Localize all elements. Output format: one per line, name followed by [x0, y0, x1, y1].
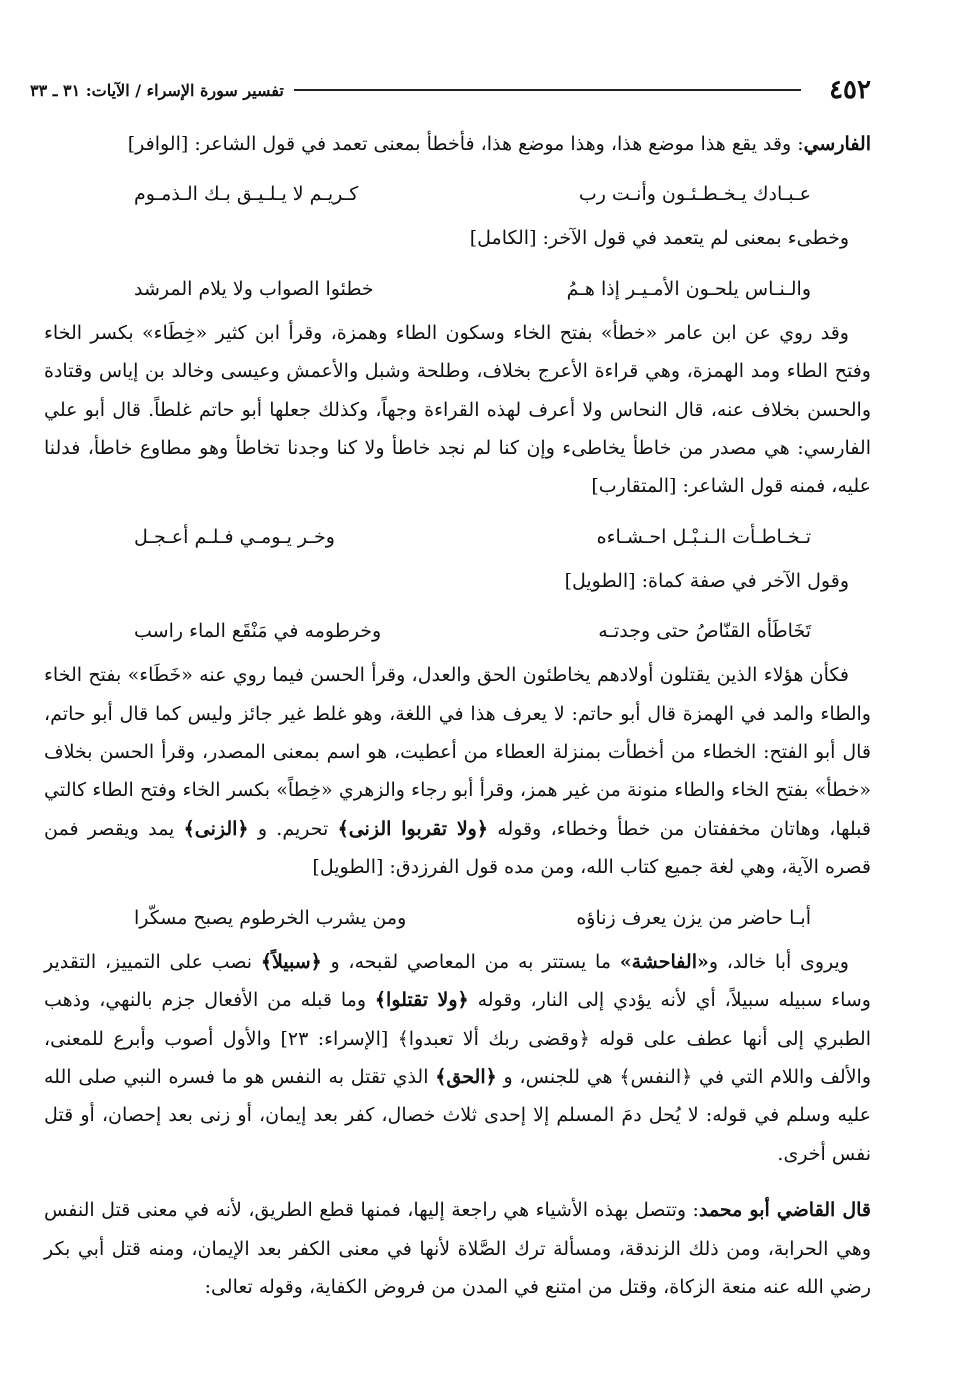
- text-run: : وقد يقع هذا موضع هذا، وهذا موضع هذا، فأخطأ بمعنى تعمد في قول الشاعر: [الوافر]: [127, 133, 804, 155]
- verse-first-hemistich: أبـا حاضر من يزن يعرف زناؤه: [576, 906, 811, 929]
- paragraph: [44, 943, 871, 1173]
- paragraph: [44, 656, 871, 886]
- verse-first-hemistich: عـبـادك يـخـطـئـون وأنـت رب: [578, 183, 811, 206]
- page-number: ٤٥٢: [829, 75, 871, 105]
- verse-second-hemistich: وخـر يـومـي فـلـم أعـجـل: [134, 525, 335, 548]
- text-run: وقد روي عن ابن عامر «خطأ» بفتح الخاء وسكون الطاء وهمزة، وقرأ ابن كثير «خِطَاء» بكسر الخاء وفتح الطاء ومد الهمزة، وهي قراءة الأعرج بخلاف، وطلحة وشبل والأعمش وعيسى وخالد بن إياس وقتادة والحسن بخلاف عنه، قال النحاس ولا أعرف لهذه القراءة وجهاً، وكذلك جعلها أبو حاتم غلطاً. قال أبو علي الفارسي: هي مصدر من خاطأ يخاطىء وإن كنا لم نجد خاطأ ولا كنا وجدنا تخاطأ وهو مطاوع خاطأ، فدلنا عليه، فمنه قول الشاعر: [المتقارب]: [44, 321, 871, 498]
- verse-first-hemistich: والـنـاس يلحـون الأمـيـر إذا هـمُ: [566, 277, 811, 300]
- text-run: نصب على التمييز، التقدير وساء سبيله سبيلاً، أي لأنه يؤدي إلى النار، وقوله: [44, 950, 871, 1012]
- bold-term: الفارسي: [803, 133, 871, 155]
- verse: [44, 606, 871, 656]
- bold-term: ﴿ولا تقتلوا﴾: [374, 989, 469, 1012]
- text-run: وخطىء بمعنى لم يتعمد في قول الآخر: [الكامل]: [469, 227, 849, 250]
- section-gap: [44, 1179, 871, 1191]
- text-run: ويروى أبا خالد، و: [708, 950, 849, 973]
- verse: [44, 169, 871, 219]
- verse-first-hemistich: تَخَاطَأه القنّاصُ حتى وجدتـه: [598, 620, 811, 643]
- verse-first-hemistich: تـخـاطـأت الـنـبْـل احـشـاءه: [596, 525, 811, 548]
- header-rule: [294, 89, 801, 91]
- verse-second-hemistich: وخرطومه في مَنْقَع الماء راسب: [134, 620, 382, 643]
- running-title: تفسير سورة الإسراء / الآيات: ٣١ ـ ٣٣: [30, 80, 284, 100]
- bold-term: ﴿الزنى﴾: [183, 817, 249, 840]
- verse-second-hemistich: كـريـم لا يـلـيـق بـك الـذمـوم: [134, 183, 359, 206]
- text-run: الذي تقتل به النفس هو ما فسره النبي صلى الله عليه وسلم في قوله: لا يُحل دمَ المسلم إلا إحدى ثلاث خصال، كفر بعد إيمان، أو زنى بعد إحصان، أو قتل نفس أخرى.: [44, 1065, 871, 1165]
- text-run: ما يستتر به من المعاصي لقبحه، و: [321, 950, 620, 973]
- text-run: فكأن هؤلاء الذين يقتلون أولادهم يخاطئون الحق والعدل، وقرأ الحسن فيما روي عنه «خَطَاء» بفتح الخاء والطاء والمد في الهمزة قال أبو حاتم: لا يعرف هذا في اللغة، وهو غلط غير جائز وليس كما قال أبو حاتم، قال أبو الفتح: الخطاء من أخطأت بمنزلة العطاء من أعطيت، هو اسم بمعنى المصدر، وقرأ الحسن بخلاف «خطأ» بفتح الخاء والطاء منونة من غير همز، وقرأ أبو رجاء والزهري «خِطاً» بكسر الخاء وفتح الطاء كالتي قبلها، وهاتان مخففتان من خطأ وخطاء، وقوله: [44, 664, 871, 840]
- bold-term: «الفاحشة»: [619, 950, 709, 973]
- bold-term: ﴿الحق﴾: [435, 1065, 497, 1088]
- bold-term: ﴿ولا تقربوا الزنى﴾: [337, 817, 488, 840]
- page-header: [30, 72, 871, 108]
- text-run: ﴿وقضى ربك ألا تعبدوا﴾: [397, 1027, 590, 1050]
- bold-term: ﴿سبيلاً﴾: [260, 950, 322, 973]
- paragraph: [44, 1191, 871, 1306]
- verse-second-hemistich: خطئوا الصواب ولا يلام المرشد: [134, 277, 374, 300]
- text-run: تحريم. و: [248, 817, 338, 840]
- paragraph: [44, 314, 871, 506]
- verse: [44, 512, 871, 562]
- page-body: [44, 125, 871, 1312]
- paragraph: [44, 562, 871, 600]
- paragraph: [44, 219, 871, 257]
- text-run: : وتتصل بهذه الأشياء هي راجعة إليها، فمنها قطع الطريق، لأنه في معنى قتل النفس وهي الحرابة، ومن ذلك الزندقة، ومسألة ترك الصَّلاة لأنها في معنى الكفر بعد الإيمان، ومنه قتل أبي بكر رضي الله عنه منعة الزكاة، وقتل من امتنع في المدن من فروض الكفاية، وقوله تعالى:: [44, 1199, 871, 1298]
- verse-second-hemistich: ومن يشرب الخرطوم يصبح مسكّرا: [134, 906, 407, 929]
- text-run: [الإسراء: ٢٣] والأول أصوب وأبرع للمعنى، والألف واللام التي في: [44, 1027, 872, 1088]
- text-run: وما قبله من الأفعال جزم بالنهي، وذهب الطبري إلى أنها عطف على قوله: [44, 989, 871, 1050]
- text-run: ﴿النفس﴾: [619, 1065, 693, 1088]
- verse: [44, 893, 871, 943]
- paragraph: [44, 125, 871, 163]
- text-run: وقول الآخر في صفة كماة: [الطويل]: [564, 569, 849, 592]
- verse: [44, 264, 871, 314]
- bold-term: قال القاضي أبو محمد: [698, 1199, 871, 1222]
- text-run: يمد ويقصر فمن قصره الآية، وهي لغة جميع كتاب الله، ومن مده قول الفرزدق: [الطويل]: [44, 817, 871, 879]
- text-run: هي للجنس، و: [496, 1065, 620, 1088]
